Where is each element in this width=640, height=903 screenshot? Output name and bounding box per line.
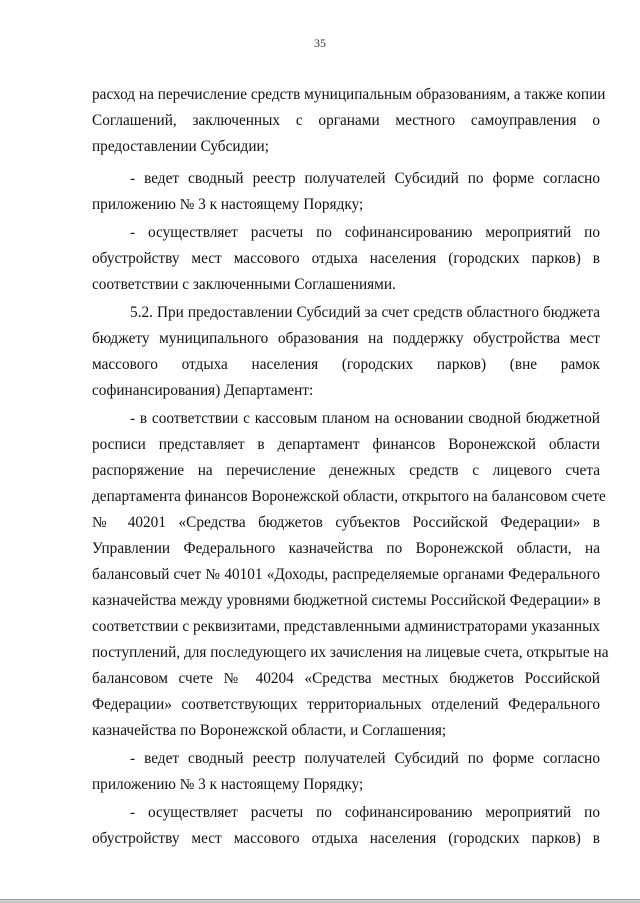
- text-line: - в соответствии с кассовым планом на основании сводной бюджетной: [130, 410, 600, 427]
- text-line: обустройству мест массового отдыха населения (городских парков) в: [92, 830, 600, 847]
- text-line: - ведет сводный реестр получателей Субсидий по форме согласно: [130, 750, 600, 767]
- text-line: Управлении Федерального казначейства по Воронежской области, на: [92, 540, 600, 557]
- text-line: казначейства по Воронежской области, и Соглашения;: [92, 722, 447, 739]
- text-line: департамента финансов Воронежской области, открытого на балансовом счете: [92, 488, 606, 505]
- text-line: бюджету муниципального образования на поддержку обустройства мест: [92, 330, 600, 347]
- text-line: приложению № 3 к настоящему Порядку;: [92, 776, 364, 793]
- text-line: софинансирования) Департамент:: [92, 382, 314, 399]
- text-line: балансовый счет № 40101 «Доходы, распределяемые органами Федерального: [92, 566, 600, 583]
- text-line: Соглашений, заключенных с органами местного самоуправления о: [92, 112, 600, 129]
- text-line: росписи представляет в департамент финансов Воронежской области: [92, 436, 600, 453]
- text-line: - осуществляет расчеты по софинансированию мероприятий по: [130, 804, 600, 821]
- text-line: поступлений, для последующего их зачисления на лицевые счета, открытые на: [92, 644, 609, 661]
- text-line: балансовом счете № 40204 «Средства местных бюджетов Российской: [92, 670, 600, 687]
- text-line: массового отдыха населения (городских парков) (вне рамок: [92, 356, 600, 373]
- text-line: соответствии с реквизитами, представленными администраторами указанных: [92, 618, 600, 635]
- text-line: - ведет сводный реестр получателей Субсидий по форме согласно: [130, 170, 600, 187]
- text-line: расход на перечисление средств муниципальным образованиям, а также копии: [92, 86, 606, 103]
- text-line: обустройству мест массового отдыха населения (городских парков) в: [92, 250, 600, 267]
- text-line: № 40201 «Средства бюджетов субъектов Российской Федерации» в: [92, 514, 600, 531]
- text-line: - осуществляет расчеты по софинансированию мероприятий по: [130, 224, 600, 241]
- text-line: соответствии с заключенными Соглашениями.: [92, 276, 396, 293]
- text-line: 5.2. При предоставлении Субсидий за счет средств областного бюджета: [130, 304, 600, 321]
- page-number: 35: [314, 36, 326, 50]
- text-line: Федерации» соответствующих территориальных отделений Федерального: [92, 696, 600, 713]
- text-line: казначейства между уровнями бюджетной системы Российской Федерации» в: [92, 592, 601, 609]
- text-line: предоставлении Субсидии;: [92, 138, 269, 155]
- text-line: распоряжение на перечисление денежных средств с лицевого счета: [92, 462, 600, 479]
- text-line: приложению № 3 к настоящему Порядку;: [92, 196, 364, 213]
